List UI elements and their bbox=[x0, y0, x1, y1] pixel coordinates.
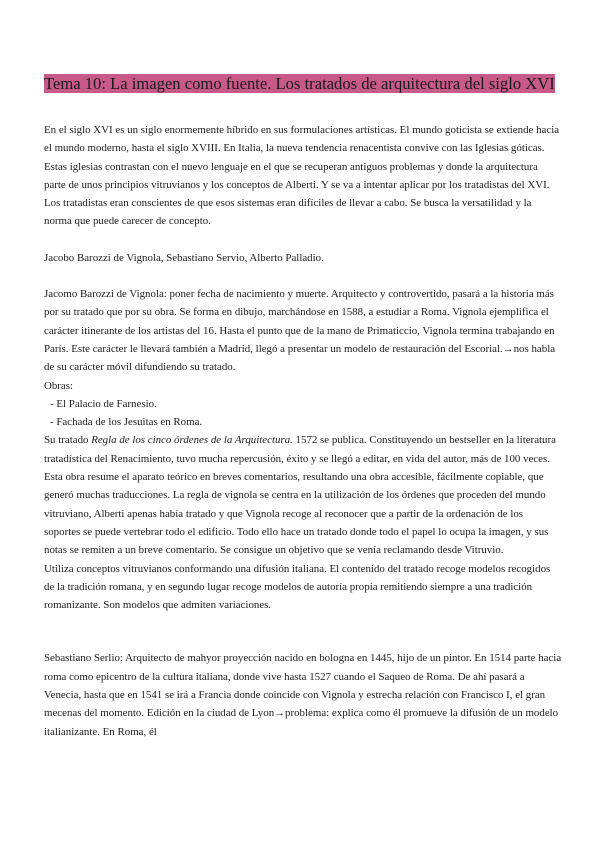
document-body bbox=[44, 121, 562, 741]
tratado-paragraph bbox=[44, 431, 562, 559]
conceptos-paragraph: Utiliza conceptos vitruvianos conformando una difusión italiana. El contenido del tratado recoge modelos recogidos de la tradición romana, y en segundo lugar recoge modelos de autoría propia remitiendo siempre a una tradición romanizante. Son modelos que admiten variaciones. bbox=[44, 562, 551, 612]
title-block bbox=[44, 72, 556, 95]
list-item: - Fachada de los Jesuitas en Roma. bbox=[44, 413, 562, 431]
serlio-paragraph: Sebastiano Serlio: Arquitecto de mahyor proyección nacido en bologna en 1445, hijo de un pintor. En 1514 parte hacia roma como epicentro de la cultura italiana, donde vive hasta 1527 cuando el Saqueo de Roma. De ahí pasará a Venecia, hasta que en 1541 se irá a Francia donde coincide con Vignola y estrecha relación con Francisco I, el gran mecenas del momento. Edición en la ciudad de Lyon→problema: explica como él promueve la difusión de un modelo italianizante. En Roma, él bbox=[44, 652, 562, 738]
page-title: Tema 10: La imagen como fuente. Los tratados de arquitectura del siglo XVI bbox=[44, 74, 555, 93]
obras-label: Obras: bbox=[44, 379, 74, 392]
tratado-pre: Su tratado bbox=[44, 434, 92, 447]
obras-list bbox=[44, 395, 562, 432]
book-title: Regla de los cinco órdenes de la Arquitectura. bbox=[91, 434, 293, 447]
intro-paragraph: En el siglo XVI es un siglo enormemente híbrido en sus formulaciones artísticas. El mundo goticista se extiende hacia el mundo moderno, hasta el siglo XVIII. En Italia, la nueva tendencia renacentista convive con las Iglesias góticas. Estas iglesias contrastan con el nuevo lenguaje en el que se recuperan antiguos problemas y donde la arquitectura parte de unos principios vitruvianos y los conceptos de Alberti. Y se va a intentar aplicar por los tratadistas del XVI. Los tratadistas eran conscientes de que esos sistemas eran difíciles de llevar a cabo. Se busca la versatilidad y la norma que puede carecer de concepto. bbox=[44, 124, 560, 228]
vignola-paragraph: Jacomo Barozzi de Vignola: poner fecha de nacimiento y muerte. Arquitecto y controvertido, pasará a la historia más por su tratado que por su obra. Se forma en dibujo, marchándose en 1588, a estudiar a Roma. Vignola ejemplifica el carácter itinerante de los artistas del 16. Hasta el punto que de la mano de Primaticcio, Vignola termina trabajando en París. Este carácter le llevará también a Madrid, llegó a presentar un modelo de restauración del Escorial.→nos habla de su carácter móvil difundiendo su tratado. bbox=[44, 288, 556, 374]
authors-paragraph: Jacobo Barozzi de Vignola, Sebastiano Servio, Alberto Palladio. bbox=[44, 251, 324, 264]
list-item: - El Palacio de Farnesio. bbox=[44, 395, 562, 413]
tratado-post: 1572 se publica. Constituyendo un bestseller en la literatura tratadística del Renacimiento, tuvo mucha repercusión, éxito y se llegó a editar, en vida del autor, más de 100 veces. Esta obra resume el aparato teórico en breves comentarios, resultando una obra accesible, fácilmente copiable, que generó muchas traducciones. La regla de vignola se centra en la utilización de los órdenes que proceden del mundo vitruviano, Alberti apenas había tratado y que Vignola recoge al reconocer que a partir de la ordenación de los soportes se puede vertebrar todo el edificio. Todo ello hace un tratado donde todo el papel lo ocupa la imagen, y sus notas se remiten a un breve comentario. Se consigue un objetivo que se venía reclamando desde Vitruvio. bbox=[44, 434, 556, 557]
